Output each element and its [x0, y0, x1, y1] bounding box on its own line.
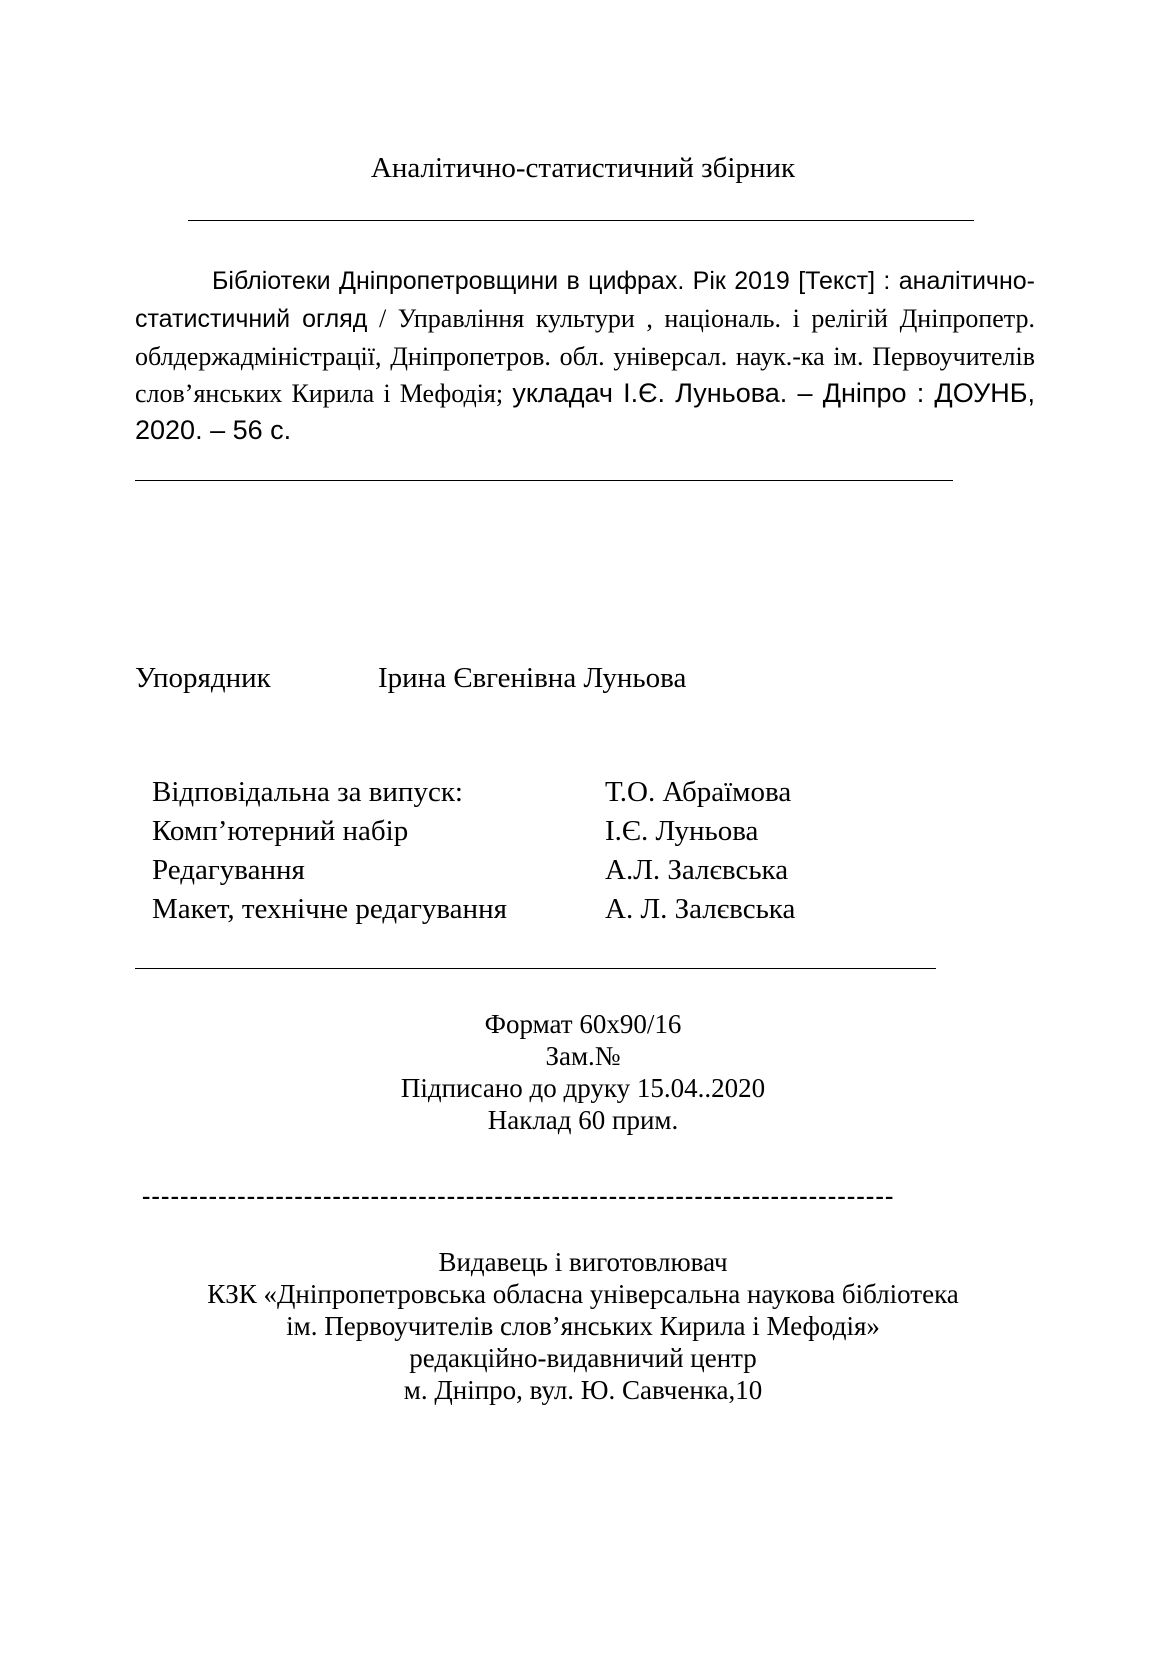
- bibliographic-record: [135, 262, 1035, 449]
- credit-role: Комп’ютерний набір: [152, 815, 409, 847]
- credit-row: [152, 812, 795, 851]
- publisher-unit: редакційно-видавничий центр: [409, 1343, 757, 1373]
- print-signed-date: Підписано до друку 15.04..2020: [400, 1073, 766, 1103]
- bibliographic-responsibility: / Управління культури , національ. і релігій Дніпропетр. облдержадміністрації, Дніпропетров. обл. універсал. наук.-ка ім. Первоучителів слов’янських Кирила і Мефодія;: [135, 304, 1035, 408]
- credit-role: Редагування: [152, 854, 305, 886]
- bibliographic-title: Бібліотеки Дніпропетровщини в цифрах. Рік 2019 [Текст] : аналітично-статистичний огляд: [135, 267, 1035, 333]
- publisher-address: м. Дніпро, вул. Ю. Савченка,10: [403, 1375, 763, 1405]
- credit-person: А. Л. Залєвська: [605, 893, 796, 925]
- credit-row: [152, 773, 795, 812]
- credit-person: Т.О. Абраїмова: [605, 776, 792, 808]
- credit-row: [152, 890, 795, 929]
- print-order-number: Зам.№: [545, 1041, 621, 1071]
- dashed-separator: -------------------------------------------------------------------------------: [142, 1183, 895, 1210]
- divider-top: [188, 220, 974, 221]
- publisher-info: [0, 1246, 1166, 1406]
- divider-after-credits: [135, 968, 936, 969]
- collection-subtitle: Аналітично-статистичний збірник: [370, 152, 796, 184]
- credits-block: [152, 773, 795, 929]
- compiler-row: [135, 662, 686, 695]
- publisher-org-line1: КЗК «Дніпропетровська обласна універсальна наукова бібліотека: [207, 1279, 959, 1309]
- publisher-org-line2: ім. Первоучителів слов’янських Кирила і Мефодія»: [286, 1311, 880, 1341]
- print-info: [0, 1008, 1166, 1136]
- bibliographic-compiler: укладач І.Є. Луньова. – Дніпро : ДОУНБ, 2020. – 56 с.: [135, 378, 1036, 445]
- credit-person: А.Л. Залєвська: [605, 854, 789, 886]
- print-run: Наклад 60 прим.: [487, 1105, 679, 1135]
- credit-row: [152, 851, 795, 890]
- compiler-label: Упорядник: [135, 662, 271, 694]
- credit-person: І.Є. Луньова: [605, 815, 759, 847]
- compiler-name: Ірина Євгенівна Луньова: [378, 662, 687, 694]
- print-format: Формат 60х90/16: [484, 1009, 682, 1039]
- publisher-heading: Видавець і виготовлювач: [438, 1247, 728, 1277]
- credit-role: Відповідальна за випуск:: [152, 776, 463, 808]
- divider-after-record: [135, 480, 953, 481]
- credit-role: Макет, технічне редагування: [152, 893, 507, 925]
